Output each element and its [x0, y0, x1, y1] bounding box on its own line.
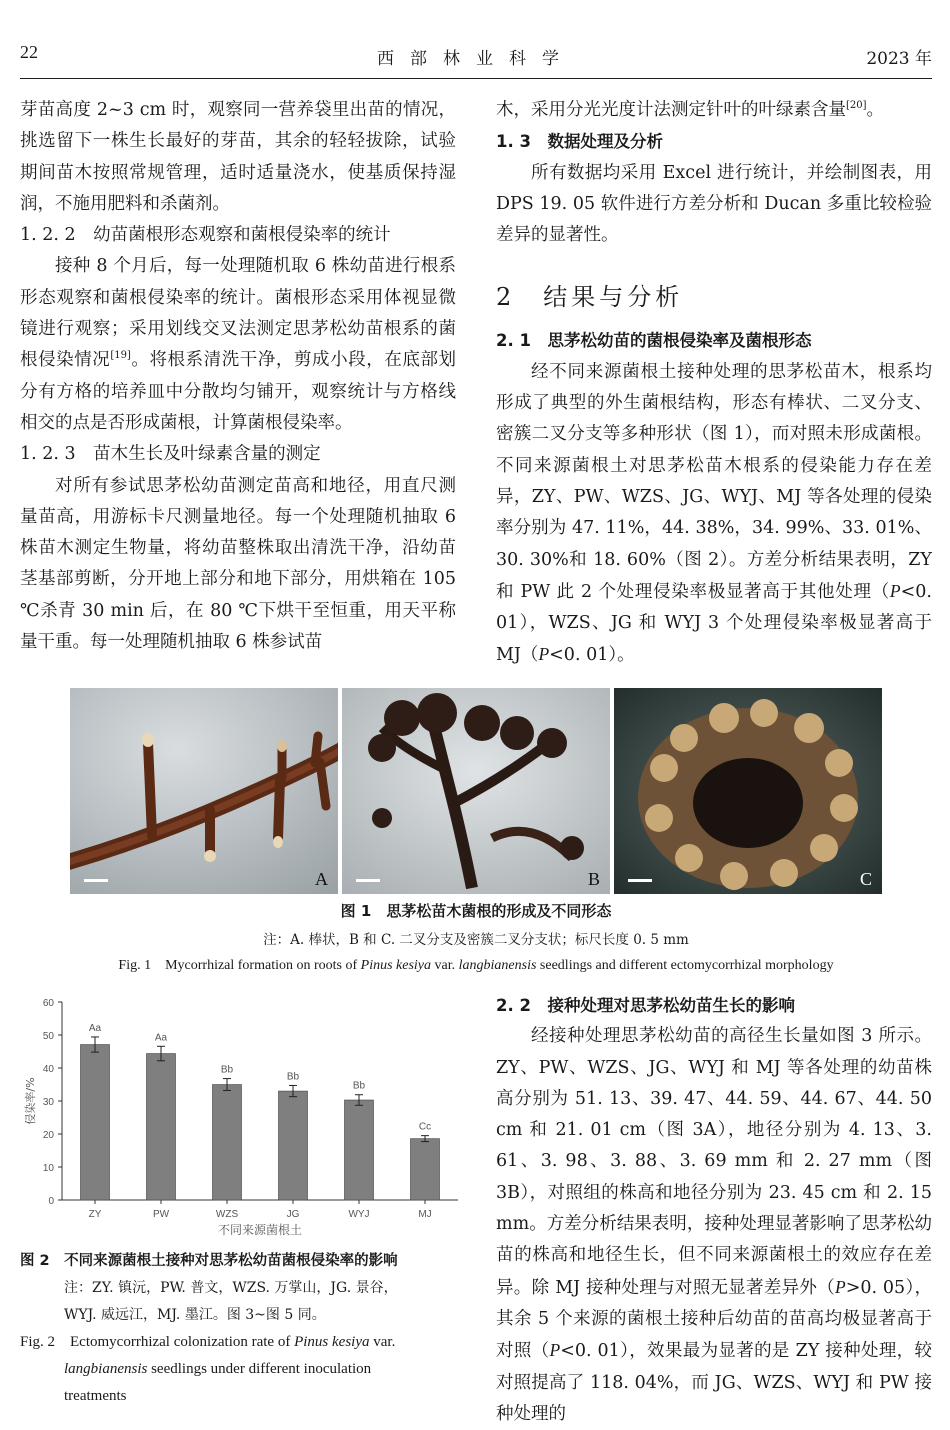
text: <0. 01），效果最为显著的是 ZY 接种处理，较对照提高了 118. 04%，而 JG、WZS、WYJ 和 PW 接种处理的 [496, 1341, 933, 1424]
x-tick-label: WYJ [348, 1209, 370, 1220]
bar-wyj [344, 1100, 373, 1200]
figure-2-bar-chart [20, 990, 470, 1240]
paragraph [496, 95, 932, 126]
figure-2-english-caption [20, 1329, 460, 1356]
photo-b-dichotomous [342, 688, 610, 894]
section-heading-1-3: 1. 3 数据处理及分析 [496, 132, 663, 152]
citation-19[interactable]: [19] [110, 350, 131, 362]
text: >0. 05），其余 5 个来源的菌根土接种后幼苗的苗高均极显著高于对照（ [496, 1277, 932, 1362]
y-tick-label: 40 [42, 1064, 54, 1075]
figure-2-title: 图 2 不同来源菌根土接种对思茅松幼苗菌根侵染率的影响 [20, 1253, 398, 1269]
paragraph [20, 251, 456, 439]
panel-label-b: B [587, 869, 600, 889]
text: 。将根系清洗干净，剪成小段，在底部划分有方格的培养皿中分散均匀铺开，观察统计与方格线相交的点是否形成菌根，计算菌根侵染率。 [20, 350, 457, 433]
bar-mj [410, 1139, 439, 1200]
scale-bar [84, 879, 108, 882]
left-column [20, 95, 456, 658]
journal-name: 西部林业科学 [377, 49, 575, 69]
photo-c-dense-cluster [614, 688, 882, 894]
text: Fig. 1 Mycorrhizal formation on roots of [118, 958, 361, 973]
right-column-lower [496, 990, 932, 1430]
text: 。 [866, 100, 885, 120]
section-heading-2-1: 2. 1 思茅松幼苗的菌根侵染率及菌根形态 [496, 331, 812, 351]
p-symbol: P [549, 1340, 561, 1361]
text: 木，采用分光光度计法测定针叶的叶绿素含量 [496, 100, 846, 120]
panel-label-a: A [315, 869, 328, 889]
text: <0. 01）。 [549, 645, 635, 666]
text: <0. 01），WZS、JG 和 WYJ 3 个处理侵染率极显著高于 MJ（ [496, 581, 932, 666]
scale-bar [356, 879, 380, 882]
significance-letter: Cc [418, 1121, 432, 1133]
text: var. [369, 1334, 396, 1350]
bar-wzs [212, 1085, 241, 1200]
text: 经不同来源菌根土接种处理的思茅松苗木，根系均形成了典型的外生菌根结构，形态有棒状、二叉分支、密簇二叉分支等多种形状（图 1），而对照未形成菌根。不同来源菌根土对思茅松苗木根系的侵染能力存在差异，ZY、PW、WZS、JG、WYJ、MJ 等各处理的侵染率分别为 47. 11%，44. 38%，34. 99%、33. 01%、30. 30%和 18. 60%（图 2）。方差分析结果表明，ZY 和 PW 此 2 个处理侵染率极显著高于其他处理（ [496, 361, 932, 602]
section-heading-1-2-2: 1. 2. 2 幼苗菌根形态观察和菌根侵染率的统计 [20, 225, 391, 246]
page-header [20, 38, 932, 79]
y-tick-label: 0 [48, 1196, 54, 1207]
figure-2-note-2: WYJ. 威远江，MJ. 墨江。图 3~图 5 同。 [64, 1307, 326, 1323]
figure-1-english-caption [20, 954, 932, 974]
scale-bar [628, 879, 652, 882]
y-tick-label: 50 [42, 1031, 54, 1042]
significance-letter: Aa [154, 1032, 168, 1044]
significance-letter: Bb [286, 1071, 300, 1083]
y-axis-label: 侵染率/% [24, 1077, 37, 1125]
significance-letter: Bb [352, 1080, 366, 1092]
text: var. [431, 958, 459, 973]
panel-label-c: C [859, 869, 872, 889]
figure-1-title: 图 1 思茅松苗木菌根的形成及不同形态 [340, 902, 612, 920]
paragraph: 对所有参试思茅松幼苗测定苗高和地径，用直尺测量苗高，用游标卡尺测量地径。每一个处理随机抽取 6 株苗木测定生物量，将幼苗整株取出清洗干净，沿幼苗茎基部剪断，分开地上部分和地下部分，用烘箱在 105 ℃杀青 30 min 后，在 80 ℃下烘干至恒重，用天平称量干重。每一处理随机抽取 6 株参试苗 [20, 475, 456, 653]
figure-2-note-1: 注：ZY. 镇沅，PW. 普文，WZS. 万掌山，JG. 景谷， [64, 1280, 398, 1296]
significance-letter: Aa [88, 1022, 102, 1034]
significance-letter: Bb [220, 1064, 234, 1076]
y-tick-label: 10 [42, 1163, 54, 1174]
y-tick-label: 20 [42, 1130, 54, 1141]
bar-jg [278, 1091, 307, 1200]
publication-year: 2023 年 [866, 49, 932, 69]
p-symbol: P [889, 580, 901, 601]
section-heading-1-2-3: 1. 2. 3 苗木生长及叶绿素含量的测定 [20, 444, 321, 465]
bar-zy [80, 1045, 109, 1200]
x-tick-label: ZY [88, 1209, 102, 1220]
figure-2-english-caption-line3: treatments [64, 1388, 127, 1404]
section-heading-2-2: 2. 2 接种处理对思茅松幼苗生长的影响 [496, 996, 795, 1015]
x-tick-label: WZS [215, 1209, 239, 1220]
x-axis-label: 不同来源菌根土 [217, 1223, 303, 1237]
paragraph [496, 1021, 932, 1430]
photo-a-club-shaped [70, 688, 338, 894]
bar-pw [146, 1054, 175, 1200]
x-tick-label: JG [286, 1209, 300, 1220]
text: 接种 8 个月后，每一处理随机取 6 株幼苗进行根系形态观察和菌根侵染率的统计。菌根形态采用体视显微镜进行观察；采用划线交叉法测定思茅松幼苗根系的菌根侵染情况 [20, 256, 456, 371]
figure-1-photos [70, 688, 882, 894]
text: seedlings and different ectomycorrhizal morphology [536, 958, 834, 973]
text: Fig. 2 Ectomycorrhizal colonization rate of [20, 1334, 295, 1350]
figure-2-caption [20, 1248, 460, 1410]
paragraph: 芽苗高度 2~3 cm 时，观察同一营养袋里出苗的情况，挑选留下一株生长最好的芽苗，其余的轻轻拔除，试验期间苗木按照常规管理，适时适量浇水，使基质保持湿润，不施用肥料和杀菌剂。 [20, 100, 456, 214]
page-number: 22 [20, 42, 38, 62]
figure-1-note: 注：A. 棒状，B 和 C. 二叉分支及密簇二叉分支状；标尺长度 0. 5 mm [263, 932, 689, 948]
text: seedlings under different inoculation [147, 1361, 372, 1377]
figure-2-english-caption-line2 [20, 1356, 460, 1383]
section-heading-2: 2 结果与分析 [496, 283, 684, 312]
x-tick-label: PW [152, 1209, 170, 1220]
p-symbol: P [538, 644, 550, 665]
variety-name: langbianensis [64, 1361, 148, 1377]
y-tick-label: 60 [42, 998, 54, 1009]
species-name: Pinus kesiya [294, 1334, 370, 1350]
y-tick-label: 30 [42, 1097, 54, 1108]
variety-name: langbianensis [458, 958, 537, 973]
paragraph: 所有数据均采用 Excel 进行统计，并绘制图表，用 DPS 19. 05 软件进行方差分析和 Ducan 多重比较检验差异的显著性。 [496, 162, 932, 246]
text: 经接种处理思茅松幼苗的高径生长量如图 3 所示。ZY、PW、WZS、JG、WYJ 和 MJ 等各处理的幼苗株高分别为 51. 13、39. 47、44. 59、44. 67、44. 50 cm 和 21. 01 cm（图 3A），地径分别为 4. 13、3. 61、3. 98、3. 88、3. 69 mm 和 2. 27 mm（图 3B），对照组的株高和地径分别为 23. 45 cm 和 2. 15 mm。方差分析结果表明，接种处理显著影响了思茅松幼苗的株高和地径生长，但不同来源菌根土的效应存在差异。除 MJ 接种处理与对照无显著差异外（ [496, 1026, 932, 1298]
paragraph [496, 357, 932, 672]
p-symbol: P [834, 1276, 846, 1297]
x-tick-label: MJ [418, 1209, 432, 1220]
citation-20[interactable]: [20] [846, 100, 867, 112]
species-name: Pinus kesiya [360, 958, 432, 973]
right-column [496, 95, 932, 672]
